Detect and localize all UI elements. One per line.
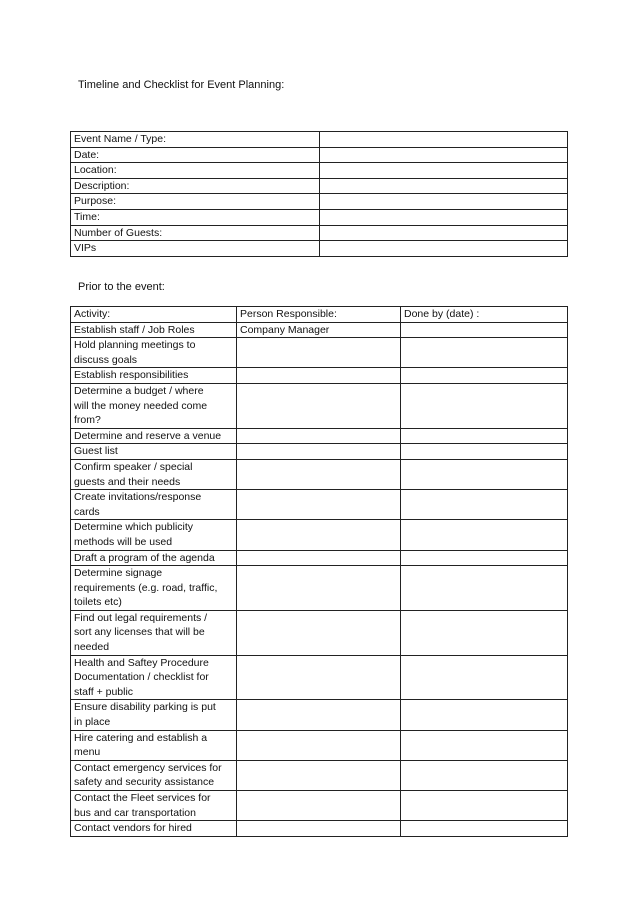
date-cell[interactable] (401, 550, 568, 566)
event-info-row (71, 225, 568, 241)
event-info-row (71, 194, 568, 210)
field-value[interactable] (320, 147, 568, 163)
date-cell[interactable] (401, 700, 568, 730)
person-cell[interactable] (237, 444, 401, 460)
person-cell[interactable] (237, 730, 401, 760)
checklist-row (71, 428, 568, 444)
activity-cell: Create invitations/response cards (71, 490, 237, 520)
activity-cell: Establish responsibilities (71, 368, 237, 384)
field-label: Number of Guests: (71, 225, 320, 241)
field-label: Description: (71, 178, 320, 194)
activity-cell: Hold planning meetings to discuss goals (71, 338, 237, 368)
page-title: Timeline and Checklist for Event Planning: (78, 79, 285, 91)
date-cell[interactable] (401, 383, 568, 428)
person-cell[interactable] (237, 383, 401, 428)
field-label: Time: (71, 209, 320, 225)
activity-cell: Draft a program of the agenda (71, 550, 237, 566)
checklist-table (70, 306, 568, 837)
person-cell[interactable] (237, 655, 401, 700)
header-done-by: Done by (date) : (401, 307, 568, 323)
checklist-row (71, 383, 568, 428)
field-label: Date: (71, 147, 320, 163)
activity-cell: Hire catering and establish a menu (71, 730, 237, 760)
date-cell[interactable] (401, 459, 568, 489)
date-cell[interactable] (401, 444, 568, 460)
event-info-table (70, 131, 568, 257)
date-cell[interactable] (401, 322, 568, 338)
activity-cell: Find out legal requirements / sort any licenses that will be needed (71, 610, 237, 655)
person-cell[interactable] (237, 490, 401, 520)
activity-cell: Contact vendors for hired (71, 821, 237, 837)
event-info-row (71, 209, 568, 225)
date-cell[interactable] (401, 428, 568, 444)
activity-cell: Confirm speaker / special guests and their needs (71, 459, 237, 489)
field-value[interactable] (320, 194, 568, 210)
person-cell[interactable] (237, 566, 401, 611)
date-cell[interactable] (401, 821, 568, 837)
event-info-row (71, 178, 568, 194)
activity-cell: Determine and reserve a venue (71, 428, 237, 444)
date-cell[interactable] (401, 368, 568, 384)
field-label: VIPs (71, 241, 320, 257)
header-person-responsible: Person Responsible: (237, 307, 401, 323)
event-info-row (71, 147, 568, 163)
date-cell[interactable] (401, 338, 568, 368)
checklist-row (71, 566, 568, 611)
person-cell[interactable] (237, 700, 401, 730)
checklist-row (71, 338, 568, 368)
date-cell[interactable] (401, 791, 568, 821)
field-value[interactable] (320, 178, 568, 194)
field-value[interactable] (320, 241, 568, 257)
checklist-row (71, 791, 568, 821)
activity-cell: Determine signage requirements (e.g. road, traffic, toilets etc) (71, 566, 237, 611)
person-cell[interactable] (237, 428, 401, 444)
event-info-row (71, 163, 568, 179)
date-cell[interactable] (401, 566, 568, 611)
activity-cell: Establish staff / Job Roles (71, 322, 237, 338)
person-cell[interactable] (237, 760, 401, 790)
checklist-row (71, 730, 568, 760)
activity-cell: Contact emergency services for safety and security assistance (71, 760, 237, 790)
field-label: Purpose: (71, 194, 320, 210)
activity-cell: Ensure disability parking is put in place (71, 700, 237, 730)
person-cell[interactable]: Company Manager (237, 322, 401, 338)
checklist-row (71, 444, 568, 460)
checklist-header-row (71, 307, 568, 323)
date-cell[interactable] (401, 760, 568, 790)
activity-cell: Determine a budget / where will the money needed come from? (71, 383, 237, 428)
header-activity: Activity: (71, 307, 237, 323)
date-cell[interactable] (401, 655, 568, 700)
checklist-row (71, 550, 568, 566)
date-cell[interactable] (401, 520, 568, 550)
prior-section-label: Prior to the event: (78, 281, 165, 293)
person-cell[interactable] (237, 791, 401, 821)
event-info-row (71, 132, 568, 148)
checklist-row (71, 520, 568, 550)
checklist-row (71, 760, 568, 790)
person-cell[interactable] (237, 338, 401, 368)
person-cell[interactable] (237, 459, 401, 489)
event-info-row (71, 241, 568, 257)
checklist-row (71, 368, 568, 384)
activity-cell: Guest list (71, 444, 237, 460)
person-cell[interactable] (237, 368, 401, 384)
activity-cell: Contact the Fleet services for bus and car transportation (71, 791, 237, 821)
checklist-row (71, 610, 568, 655)
date-cell[interactable] (401, 610, 568, 655)
person-cell[interactable] (237, 520, 401, 550)
activity-cell: Health and Saftey Procedure Documentation / checklist for staff + public (71, 655, 237, 700)
checklist-row (71, 655, 568, 700)
field-value[interactable] (320, 225, 568, 241)
date-cell[interactable] (401, 490, 568, 520)
person-cell[interactable] (237, 550, 401, 566)
date-cell[interactable] (401, 730, 568, 760)
field-value[interactable] (320, 132, 568, 148)
checklist-row (71, 490, 568, 520)
activity-cell: Determine which publicity methods will be used (71, 520, 237, 550)
checklist-row (71, 459, 568, 489)
person-cell[interactable] (237, 610, 401, 655)
field-value[interactable] (320, 163, 568, 179)
field-label: Event Name / Type: (71, 132, 320, 148)
checklist-row (71, 821, 568, 837)
checklist-row (71, 700, 568, 730)
person-cell[interactable] (237, 821, 401, 837)
field-label: Location: (71, 163, 320, 179)
field-value[interactable] (320, 209, 568, 225)
checklist-row (71, 322, 568, 338)
